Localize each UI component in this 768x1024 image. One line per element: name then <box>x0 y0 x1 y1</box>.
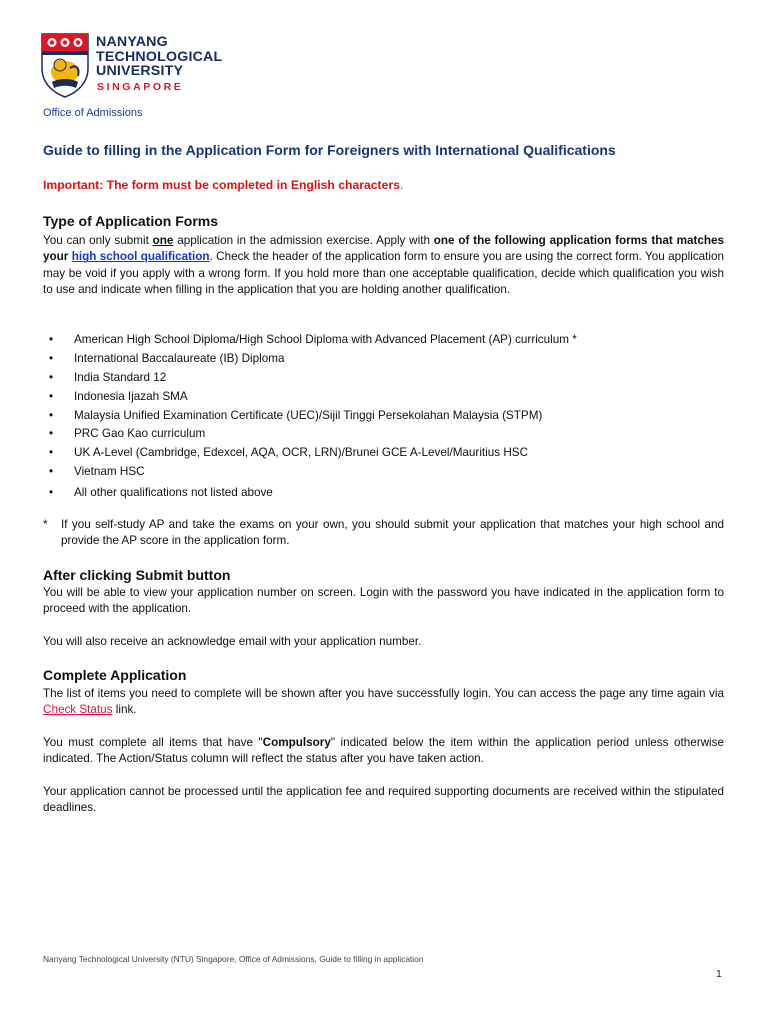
list-item <box>43 463 724 482</box>
office-label: Office of Admissions <box>43 107 143 119</box>
bullet-icon: • <box>49 427 54 441</box>
emphasis-compulsory: Compulsory <box>262 736 331 749</box>
heading-application-forms: Type of Application Forms <box>43 213 219 229</box>
paragraph-complete-2 <box>43 735 724 768</box>
paragraph-complete-1 <box>43 686 724 719</box>
important-period: . <box>399 178 404 192</box>
list-item <box>43 369 724 388</box>
list-item-text: India Standard 12 <box>74 370 167 384</box>
list-item-text: International Baccalaureate (IB) Diploma <box>74 351 285 365</box>
text-segment: . Check the header of the application form to ensure you are using the correct form. You application may be void if you apply with a wrong form. If you hold more than one acceptable qualification, decide which qualification you wish to use and indicate when filling in the application that you are holding another qualification. <box>43 250 725 297</box>
page-number: 1 <box>716 968 722 980</box>
heading-complete-application: Complete Application <box>43 667 187 683</box>
list-item-text: PRC Gao Kao curriculum <box>74 427 206 441</box>
list-item <box>43 425 724 444</box>
ntu-crest-icon <box>40 32 90 98</box>
list-item <box>43 444 724 463</box>
text-segment: application in the admission exercise. Apply with <box>173 234 434 247</box>
university-name <box>96 35 222 79</box>
footnote-marker: * <box>43 518 48 531</box>
list-item <box>43 407 724 426</box>
high-school-qualification-link[interactable]: high school qualification <box>71 250 210 264</box>
heading-after-submit: After clicking Submit button <box>43 567 231 583</box>
paragraph-after-submit-1: You will be able to view your application number on screen. Login with the password you have indicated in the application form to proceed with the application. <box>43 586 724 616</box>
bullet-icon: • <box>49 465 54 479</box>
list-item <box>43 331 724 350</box>
list-item-text: Vietnam HSC <box>74 465 145 479</box>
bullet-icon: • <box>49 446 54 460</box>
page-title: Guide to filling in the Application Form for Foreigners with International Qualifications <box>43 142 616 158</box>
footnote-text: If you self-study AP and take the exams on your own, you should submit your application that matches your high school and provide the AP score in the application form. <box>61 518 724 548</box>
university-country: SINGAPORE <box>97 81 184 93</box>
list-item-text: All other qualifications not listed above <box>74 486 273 500</box>
text-segment: You can only submit <box>43 234 153 247</box>
important-notice <box>43 178 403 192</box>
text-segment: You must complete all items that have " <box>43 736 263 749</box>
university-name-line2: TECHNOLOGICAL <box>96 48 223 65</box>
university-name-line1: NANYANG <box>96 34 168 50</box>
qualification-list <box>43 331 724 503</box>
ap-footnote <box>43 517 724 550</box>
text-segment: The list of items you need to complete will be shown after you have successfully login. You can access the page any time again via <box>43 687 724 700</box>
text-segment: " indicated below the item within the application period unless otherwise indicated. The Action/Status column will reflect the status after you have taken action. <box>43 736 724 766</box>
paragraph-application-forms <box>43 233 724 299</box>
bullet-icon: • <box>49 351 54 365</box>
list-item <box>43 484 724 503</box>
list-item-text: UK A-Level (Cambridge, Edexcel, AQA, OCR, LRN)/Brunei GCE A-Level/Mauritius HSC <box>74 446 529 460</box>
bullet-icon: • <box>49 408 54 422</box>
paragraph-complete-3: Your application cannot be processed until the application fee and required supporting documents are received within the stipulated deadlines. <box>43 785 724 815</box>
check-status-link[interactable]: Check Status <box>43 703 113 717</box>
list-item-text: American High School Diploma/High School Diploma with Advanced Placement (AP) curriculum * <box>74 333 577 346</box>
bullet-icon: • <box>49 389 54 403</box>
bullet-icon: • <box>49 486 54 500</box>
important-text: Important: The form must be completed in English characters <box>43 178 400 192</box>
text-segment: link. <box>112 703 137 717</box>
list-item-text: Indonesia Ijazah SMA <box>74 389 188 403</box>
list-item <box>43 350 724 369</box>
university-name-line3: UNIVERSITY <box>96 63 184 80</box>
ntu-logo <box>40 32 240 100</box>
list-item <box>43 388 724 407</box>
bullet-icon: • <box>49 333 54 346</box>
bullet-icon: • <box>49 370 54 384</box>
paragraph-after-submit-2: You will also receive an acknowledge email with your application number. <box>43 635 422 648</box>
list-item-text: Malaysia Unified Examination Certificate (UEC)/Sijil Tinggi Persekolahan Malaysia (STPM) <box>74 408 543 422</box>
page-footer: Nanyang Technological University (NTU) Singapore, Office of Admissions, Guide to filling in application <box>43 954 424 964</box>
emphasis-forms: one of the following application forms that matches your <box>43 234 724 264</box>
emphasis-one: one <box>152 234 174 247</box>
